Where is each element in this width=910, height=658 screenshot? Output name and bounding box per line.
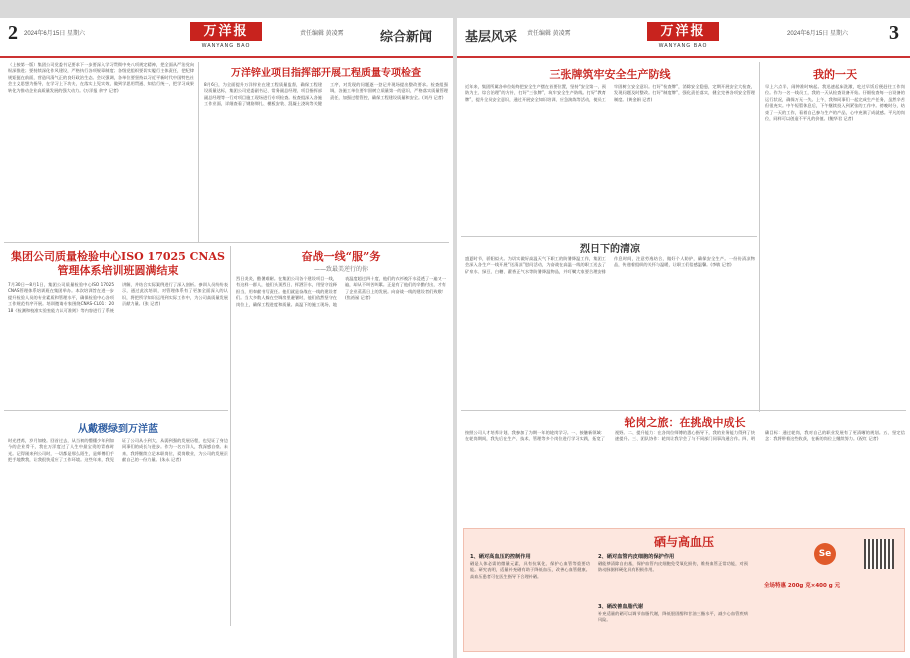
issue-date: 2024年6月15日 星期六	[787, 31, 849, 37]
section-name: 基层风采	[465, 30, 518, 45]
page-header	[457, 18, 910, 58]
article-cnas-training: 7月30日—8月1日，集团公司质量检验中心ISO 17025 CNAS管理体系培训班在集团举办。本次培训旨在进一步提升检验人员的专业素质和管理水平，确保检验中心各项工作规范有序开展。培训邀请专家围绕CNAS-CL01：2018《检测和校准实验室能力认可准则》等内容进行了系统讲解，并结合实际案例进行了深入剖析。参训人员纷纷表示，通过此次培训，对管理体系有了更加全面深入的认识，将把所学知识运用到实际工作中，为公司高质量发展贡献力量。(张 记者)	[8, 282, 228, 313]
editor-credit: 责任编辑 黄凌霄	[527, 31, 571, 37]
headline-my-day: 我的一天	[813, 68, 857, 81]
newspaper-logo: 万洋报 WANYANG BAO	[190, 22, 262, 52]
article-frontline: 烈日炎炎，酷暑难耐。在集团公司各个建设项目一线，有这样一群人，他们头顶烈日、挥洒汗水，用坚守诠释担当，用奉献书写责任。他们就是奋战在一线的建设者们。当大多数人躲在空调房里避暑时，他们依然坚守在岗位上，确保工程进度和质量。高温下的施工现场，地表温度超过四十度，他们的衣衫被汗水浸透了一遍又一遍，却从不叫苦叫累。正是有了他们的辛勤付出，才有了企业蒸蒸日上的发展。向奋战一线的建设者们致敬！(焦裕禄 记者)	[236, 276, 446, 307]
ad-price: 全场特惠 200g 克×400 g 元	[764, 583, 841, 589]
ad-section-3-heading: 3、硒改善血脂代谢	[598, 604, 644, 610]
editor-credit: 责任编辑 黄凌霄	[300, 31, 344, 37]
selenium-advertisement	[463, 528, 905, 652]
page-number: 3	[889, 22, 899, 44]
article-quality-inspection: 8月6日，为全面提升万洋锌业在建工程质量监督，确保工程建设质量达标，集团公司党委副书记、常务副总经理、项目指挥部副总经理等一行对项目施工现场进行专项检查。检查组深入各施工作业面，详细查看了钢筋绑扎、模板安装、混凝土浇筑等关键工序，对发现的问题逐一登记并现场提出整改要求。检查组强调，各施工单位要牢固树立质量第一的意识，严格落实质量管理责任，加强过程管控，确保工程建设质量和安全。(刘丹 记者)	[204, 82, 448, 107]
headline-cnas-training: 集团公司质量检验中心ISO 17025 CNAS管理体系培训班圆满结束	[11, 250, 225, 277]
article-green-to-blue: 时光荏苒，岁月如梭。回首过去，从当初的懵懂少年到如今的企业骨干，我在万洋度过了人生中最宝贵的青春时光。记得刚来到公司时，一切都是那么陌生，是师傅们手把手地教我，让我很快适应了工作环境。这些年来，我见证了公司从小到大、从弱到强的发展历程，也见证了身边同事们的成长与进步。作为一名万洋人，我深感自豪。未来，我将继续立足本职岗位，爱岗敬业，为公司的发展贡献自己的一份力量。(朱永 记者)	[8, 438, 228, 463]
qr-code-icon	[864, 539, 894, 569]
article-safety-cards: 近年来，集团所属各单位始终把安全生产摆在首要位置，坚持“安全第一、预防为主、综合治理”的方针，打好“三张牌”，筑牢安全生产防线。打好“教育牌”，提升全员安全意识，通过开展安全知识培训、应急演练等活动，使员工牢固树立安全意识。打好“检查牌”，消除安全隐患，定期开展安全大检查，发现问题及时整改。打好“制度牌”，强化责任落实，健全完善各项安全管理制度。(黄金娟 记者)	[465, 84, 755, 102]
ad-section-1-heading: 1、硒对高血压的控制作用	[470, 554, 531, 560]
page-number: 2	[8, 22, 18, 44]
headline-rotation: 轮岗之旅：在挑战中成长	[624, 416, 746, 429]
article-rotation: 按照公司人才培养计划，我参加了为期一年的轮岗学习。一、接触新领域：在轮岗期间，我先后在生产、技术、管理等多个岗位进行学习实践，拓宽了视野。二、提升能力：在各岗位师傅的悉心指导下，我的业务能力得到了快速提升。三、团队协作：轮岗让我学会了与不同部门同事沟通合作。四、明确目标：通过轮岗，我对自己的职业发展有了更清晰的规划。五、坚定信念：我将带着这些收获，在新的岗位上继续努力。(祝红 记者)	[465, 430, 905, 442]
section-name: 综合新闻	[380, 30, 433, 45]
subheadline-frontline: ——致最美逆行的你	[313, 266, 368, 273]
headline-safety-cards: 三张牌筑牢安全生产防线	[549, 68, 671, 81]
ad-section-2-heading: 2、硒对血管内皮细胞的保护作用	[598, 554, 675, 560]
ad-section-2-text: 硒能够清除自由基，保护血管内皮细胞免受氧化损伤，维持血管正常功能，对预防动脉粥样硬化具有积极作用。	[598, 561, 748, 573]
ad-title: 硒与高血压	[653, 535, 714, 549]
headline-summer-cool: 烈日下的清凉	[580, 244, 640, 255]
headline-quality-inspection: 万洋锌业项目指挥部开展工程质量专项检查	[231, 68, 421, 79]
ad-section-1-text: 硒是人体必需的微量元素，具有抗氧化、保护心血管等重要功能。研究表明，适量补充硒有助于降低血压，改善心血管健康。高血压患者可在医生指导下合理补硒。	[470, 561, 590, 579]
continued-article-text: （上接第一版）集团公司党委书记要求下一步要深入学习贯彻中央八项规定精神，把全面从严治党向纵深推进；要持续深化作风建设，严格执行各项规章制度；各级党组织要切实履行主体责任，把纪律规矩挺在前面，营造风清气正的良好政治生态。会议强调，各单位要坚持以习近平新时代中国特色社会主义思想为指导，在学习上下功夫，在落实上见实效，做到学思用贯通、知信行统一，把学习成果转化为推动企业高质量发展的强大动力。(万洋报 余宇 记者)	[8, 62, 194, 93]
ad-section-3-text: 补充适量的硒可以调节血脂代谢，降低胆固醇和甘油三酯水平，减少心血管疾病风险。	[598, 611, 748, 623]
headline-green-to-blue: 从戴稷绿到万洋蓝	[78, 424, 158, 435]
page-header	[0, 18, 453, 58]
newspaper-logo: 万洋报 WANYANG BAO	[647, 22, 719, 52]
issue-date: 2024年6月15日 星期六	[24, 31, 86, 37]
article-my-day: 早上六点半，闹钟准时响起。我迅速起床洗漱，吃过早饭后便赶往工作岗位。作为一名一线员工，我的一天从检查设备开始。仔细检查每一台设备的运行状况，确保万无一失。上午，我和同事们一起完成生产任务，虽然辛苦但很充实。中午短暂休息后，下午继续投入到紧张的工作中。傍晚时分，结束了一天的工作，看着自己参与生产的产品，心中充满了成就感。平凡的岗位，同样可以创造不平凡的价值。(鲍华君 记者)	[765, 84, 905, 122]
article-summer-cool: 盛夏时节，骄阳似火。为切实做好高温天气下职工的防暑降温工作，集团工会深入各生产一线开展“送清凉”慰问活动，为奋战在高温一线的职工送去了矿泉水、绿豆、白糖、藿香正气水等防暑降温物品，并叮嘱大家要合理安排作息时间，注意劳逸结合，做好个人防护，确保安全生产。一份份清凉物品，传递着组织的关怀与温暖，让职工们倍感温馨。(李敏 记者)	[465, 256, 755, 274]
page-3	[457, 18, 910, 658]
headline-frontline: 奋战一线“服”务	[301, 250, 381, 263]
page-2	[0, 18, 453, 658]
selenium-badge-icon: Se	[814, 543, 836, 565]
